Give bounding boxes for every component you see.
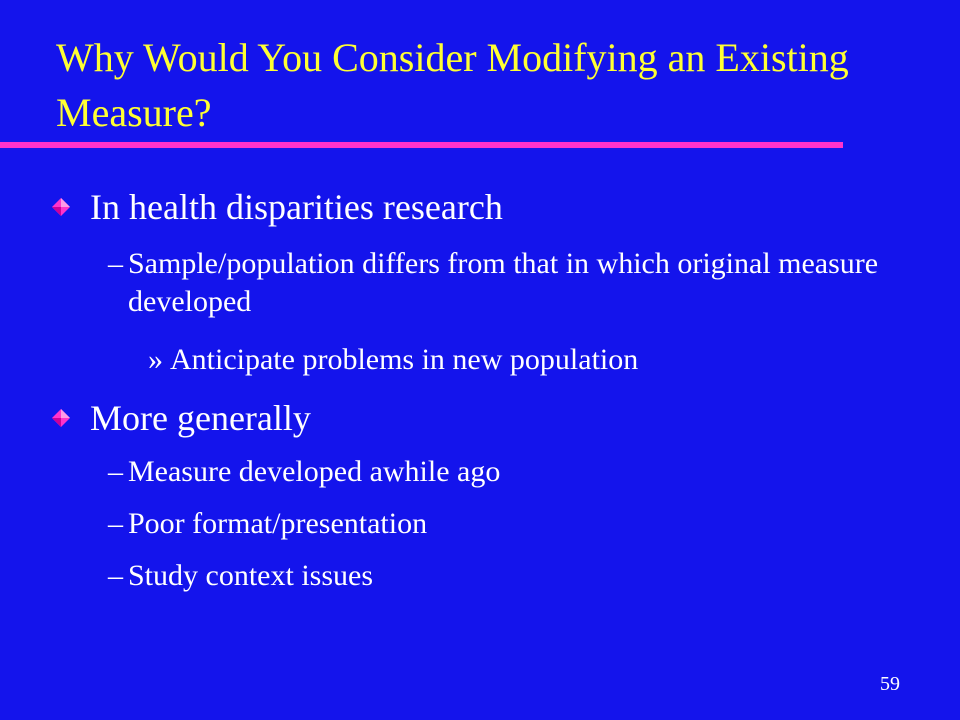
diamond-bullet-icon [52,409,70,427]
sub-bullet-marker: – [108,507,123,540]
sub-bullet-item [108,505,888,543]
bullet-item [52,186,503,228]
sub-bullet-marker: – [108,247,123,280]
page-number: 59 [880,673,900,695]
sub-bullet-text: Measure developed awhile ago [128,455,501,488]
sub-bullet-text: Poor format/presentation [128,507,428,540]
sub-bullet-item [108,453,888,491]
title-divider [0,142,843,148]
sub-bullet-text: Study context issues [128,559,373,592]
sub-bullet-text: Sample/population differs from that in which original measure developed [128,247,879,318]
sub-bullet-item [108,557,888,595]
slide-title: Why Would You Consider Modifying an Existing Measure? [56,35,849,135]
sub-sub-bullet-item [148,341,638,379]
sub-sub-bullet-text: Anticipate problems in new population [170,343,639,376]
sub-sub-bullet-marker: » [148,343,163,376]
sub-bullet-item [108,245,888,321]
diamond-bullet-icon [52,198,70,216]
sub-bullet-marker: – [108,559,123,592]
bullet-text: In health disparities research [90,187,503,227]
bullet-text: More generally [90,398,311,438]
bullet-item [52,397,311,439]
sub-bullet-marker: – [108,455,123,488]
